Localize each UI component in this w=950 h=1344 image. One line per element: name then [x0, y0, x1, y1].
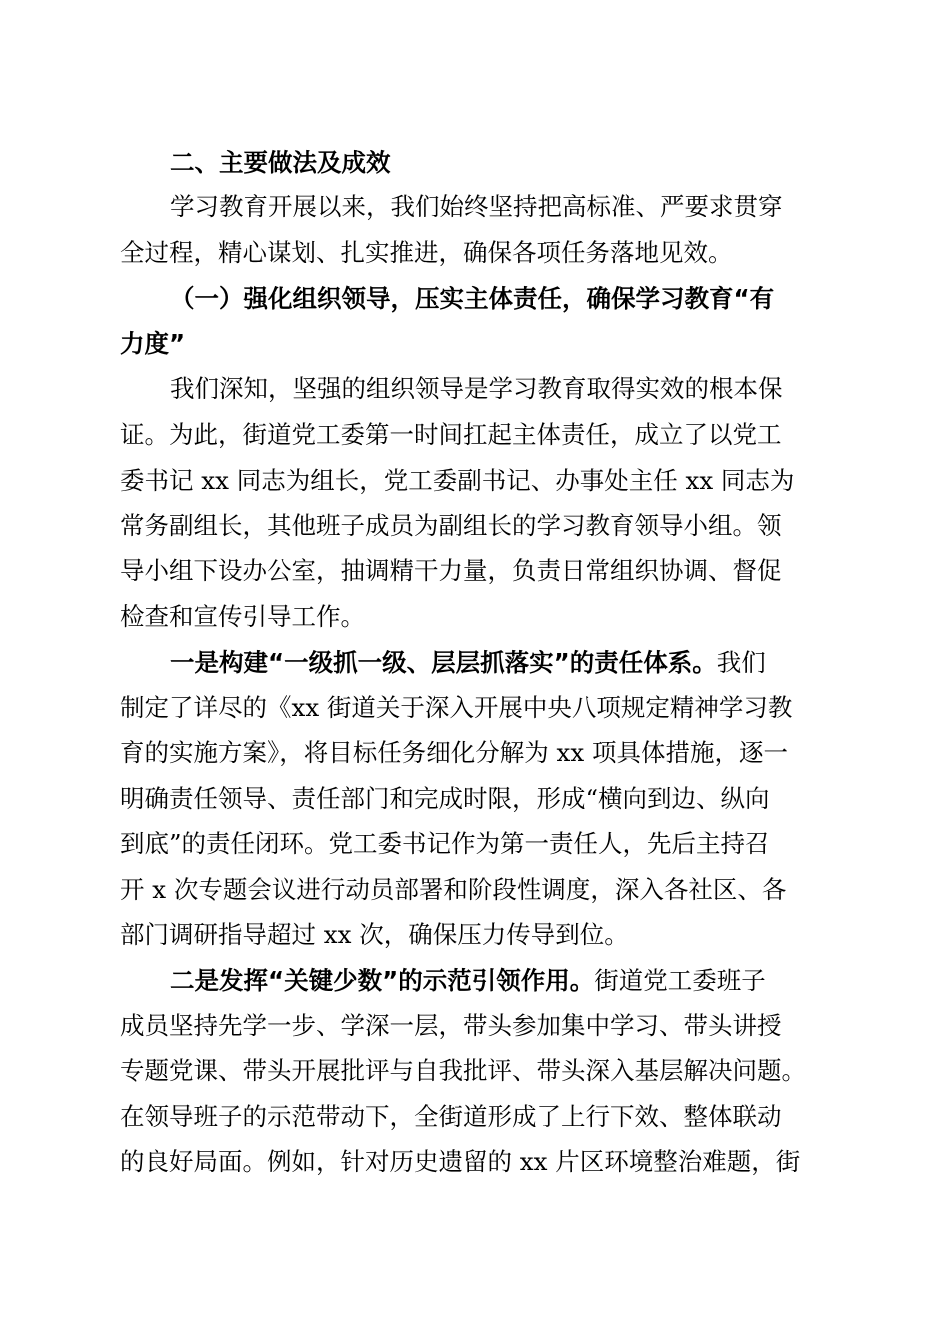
paragraph-1-line-1: 我们深知，坚强的组织领导是学习教育取得实效的根本保 — [170, 374, 783, 403]
section-heading: 二、主要做法及成效 — [170, 148, 391, 177]
point-2-lead: 二是发挥“关键少数”的示范引领作用。 — [170, 966, 595, 995]
paragraph-1-line-3: 委书记 xx 同志为组长，党工委副书记、办事处主任 xx 同志为 — [120, 466, 795, 495]
point-2-line-3: 专题党课、带头开展批评与自我批评、带头深入基层解决问题。 — [120, 1056, 806, 1085]
point-1-line-4: 明确责任领导、责任部门和完成时限，形成“横向到边、纵向 — [120, 784, 770, 813]
subsection-title-line-1: （一）强化组织领导，压实主体责任，确保学习教育“有 — [170, 284, 775, 313]
point-1-line-5: 到底”的责任闭环。党工委书记作为第一责任人，先后主持召 — [120, 829, 770, 858]
point-1-line-2: 制定了详尽的《xx 街道关于深入开展中央八项规定精神学习教 — [120, 693, 793, 722]
point-2-lead-rest: 街道党工委班子 — [594, 966, 766, 995]
paragraph-1-line-5: 导小组下设办公室，抽调精干力量，负责日常组织协调、督促 — [120, 556, 782, 585]
point-2-line-1 — [0, 959, 950, 1003]
point-1-line-3: 育的实施方案》，将目标任务细化分解为 xx 项具体措施，逐一 — [120, 738, 788, 767]
point-1-line-6: 开 x 次专题会议进行动员部署和阶段性调度，深入各社区、各 — [120, 875, 787, 904]
subsection-title-line-2: 力度” — [120, 329, 186, 358]
point-2-line-5: 的良好局面。例如，针对历史遗留的 xx 片区环境整治难题，街 — [120, 1147, 801, 1176]
paragraph-1-line-6: 检查和宣传引导工作。 — [120, 602, 365, 631]
point-1-line-1 — [0, 641, 950, 685]
intro-line-1: 学习教育开展以来，我们始终坚持把高标准、严要求贯穿 — [170, 192, 783, 221]
point-1-line-7: 部门调研指导超过 xx 次，确保压力传导到位。 — [120, 920, 629, 949]
point-1-lead-rest: 我们 — [716, 648, 766, 677]
intro-line-2: 全过程，精心谋划、扎实推进，确保各项任务落地见效。 — [120, 238, 733, 267]
point-2-line-4: 在领导班子的示范带动下，全街道形成了上行下效、整体联动 — [120, 1102, 782, 1131]
paragraph-1-line-4: 常务副组长，其他班子成员为副组长的学习教育领导小组。领 — [120, 511, 782, 540]
point-1-lead: 一是构建“一级抓一级、层层抓落实”的责任体系。 — [170, 648, 717, 677]
paragraph-1-line-2: 证。为此，街道党工委第一时间扛起主体责任，成立了以党工 — [120, 420, 782, 449]
point-2-line-2: 成员坚持先学一步、学深一层，带头参加集中学习、带头讲授 — [120, 1011, 782, 1040]
